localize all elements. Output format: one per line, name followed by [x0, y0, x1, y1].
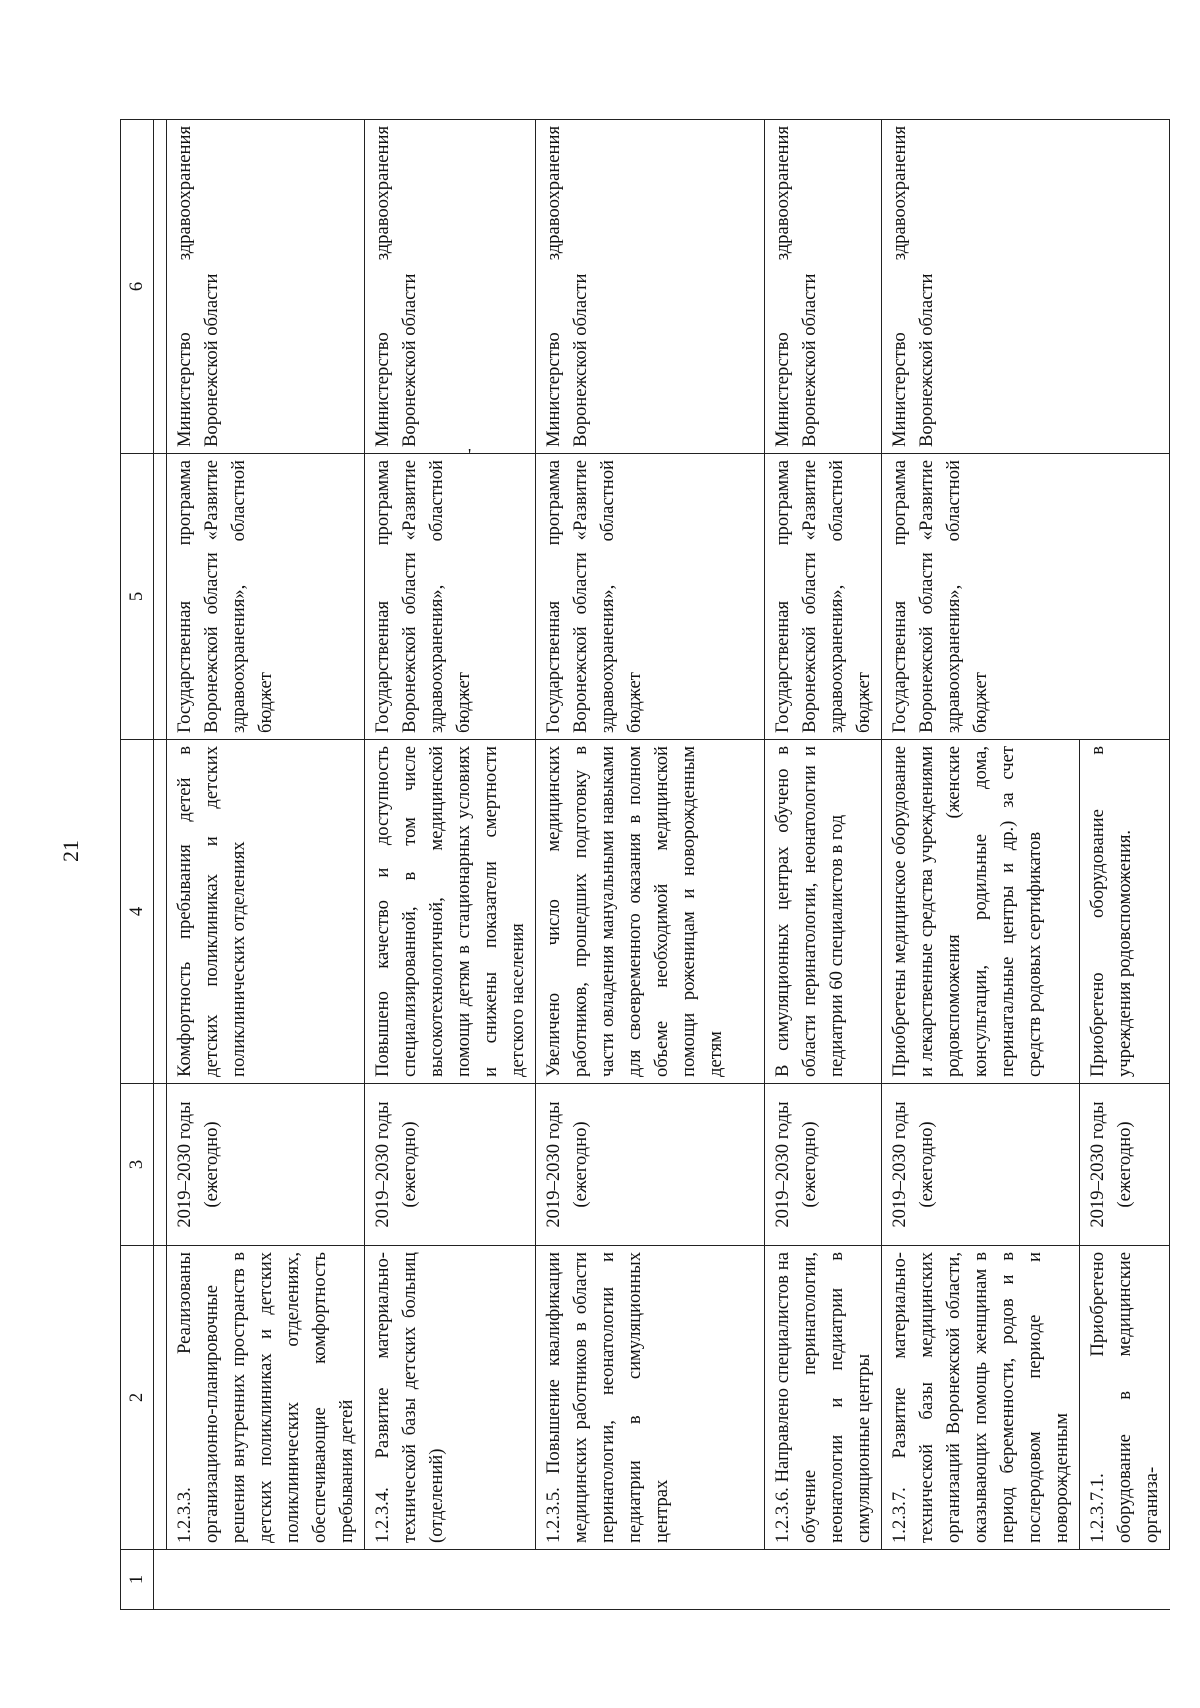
header-col-2: 2: [121, 1246, 154, 1550]
row-col-1: [1080, 1550, 1170, 1610]
funding-cell: Государственная программа Воронежской области «Развитие здравоохранения», областной бюджет: [167, 454, 365, 740]
responsible-cell: Министерство здравоохранения Воронежской области: [167, 120, 365, 454]
responsible-cell: Министерство здравоохранения Воронежской области: [882, 120, 1170, 454]
measure-cell: 1.2.3.4. Развитие материально-технической базы детских больниц (отделений): [365, 1246, 536, 1550]
row-col-1: [167, 1550, 365, 1610]
measure-cell: 1.2.3.6. Направлено специалистов на обучение перинатологии, неонатологии и педиатрии в симуляционные центры: [765, 1246, 882, 1550]
row-col-1: [365, 1550, 536, 1610]
period-cell: 2019–2030 годы (ежегодно): [882, 1084, 1080, 1246]
period-cell: 2019–2030 годы (ежегодно): [1080, 1084, 1170, 1246]
result-cell: Приобретены медицинское оборудование и лекарственные средства учреждениями родовспоможения (женские консультации, родильные дома, перинатальные центры и др.) за счет средств родовых сертификатов: [882, 740, 1080, 1084]
result-cell: Комфортность пребывания детей в детских поликлиниках и детских поликлинических отделениях: [167, 740, 365, 1084]
period-cell: 2019–2030 годы (ежегодно): [765, 1084, 882, 1246]
header-col-3: 3: [121, 1084, 154, 1246]
header-col-4: 4: [121, 740, 154, 1084]
measure-cell: 1.2.3.7. Развитие материально-технической базы медицинских организаций Воронежской области, оказывающих помощь женщинам в период беременности, родов и в послеродовом периоде и новорожденным: [882, 1246, 1080, 1550]
table-row: [765, 120, 882, 1610]
result-cell: Увеличено число медицинских работников, прошедших подготовку в части овладения мануальными навыками для своевременного оказания в полном объеме необходимой медицинской помощи роженицам и новорожденным детям: [536, 740, 765, 1084]
measure-cell: 1.2.3.5. Повышение квалификации медицинских работников в области перинатологии, неонатологии и педиатрии в симуляционных центрах: [536, 1246, 765, 1550]
period-cell: 2019–2030 годы (ежегодно): [536, 1084, 765, 1246]
row-col-1: [536, 1550, 765, 1610]
row-col-1: [882, 1550, 1080, 1610]
measure-cell: 1.2.3.3. Реализованы организационно-планировочные решения внутренних пространств в детских поликлиниках и детских поликлинических отделениях, обеспечивающие комфортность пребывания детей: [167, 1246, 365, 1550]
funding-cell: Государственная программа Воронежской области «Развитие здравоохранения», областной бюджет: [365, 454, 536, 740]
page-number: 21: [58, 840, 83, 862]
result-cell: Повышено качество и доступность специализированной, в том числе высокотехнологичной, медицинской помощи детям в стационарных условиях и снижены показатели смертности детского населения: [365, 740, 536, 1084]
measures-table: [120, 119, 1170, 1610]
header-col-5: 5: [121, 454, 154, 740]
rotated-table-wrapper: [120, 119, 1170, 1610]
table-row: [882, 120, 1080, 1610]
table-row: [365, 120, 536, 1610]
period-cell: 2019–2030 годы (ежегодно): [167, 1084, 365, 1246]
row-col-1: [765, 1550, 882, 1610]
header-col-1: 1: [121, 1550, 154, 1610]
funding-cell: Государственная программа Воронежской области «Развитие здравоохранения», областной бюджет: [536, 454, 765, 740]
header-row: [121, 120, 154, 1610]
funding-cell: Государственная программа Воронежской области «Развитие здравоохранения», областной бюджет: [765, 454, 882, 740]
responsible-cell: Министерство здравоохранения Воронежской области: [536, 120, 765, 454]
result-cell: Приобретено оборудование в учреждения родовспоможения.: [1080, 740, 1170, 1084]
responsible-cell: Министерство здравоохранения Воронежской области: [765, 120, 882, 454]
table-row: [167, 120, 365, 1610]
stray-mark: ': [468, 445, 472, 465]
measure-cell: 1.2.3.7.1. Приобретено оборудование в медицинские организа-: [1080, 1246, 1170, 1550]
funding-cell: Государственная программа Воронежской области «Развитие здравоохранения», областной бюджет: [882, 454, 1170, 740]
header-col-6: 6: [121, 120, 154, 454]
responsible-cell: Министерство здравоохранения Воронежской области: [365, 120, 536, 454]
result-cell: В симуляционных центрах обучено в области перинатологии, неонатологии и педиатрии 60 специалистов в год: [765, 740, 882, 1084]
spacer-row: [154, 120, 167, 1610]
table-row: [536, 120, 765, 1610]
period-cell: 2019–2030 годы (ежегодно): [365, 1084, 536, 1246]
